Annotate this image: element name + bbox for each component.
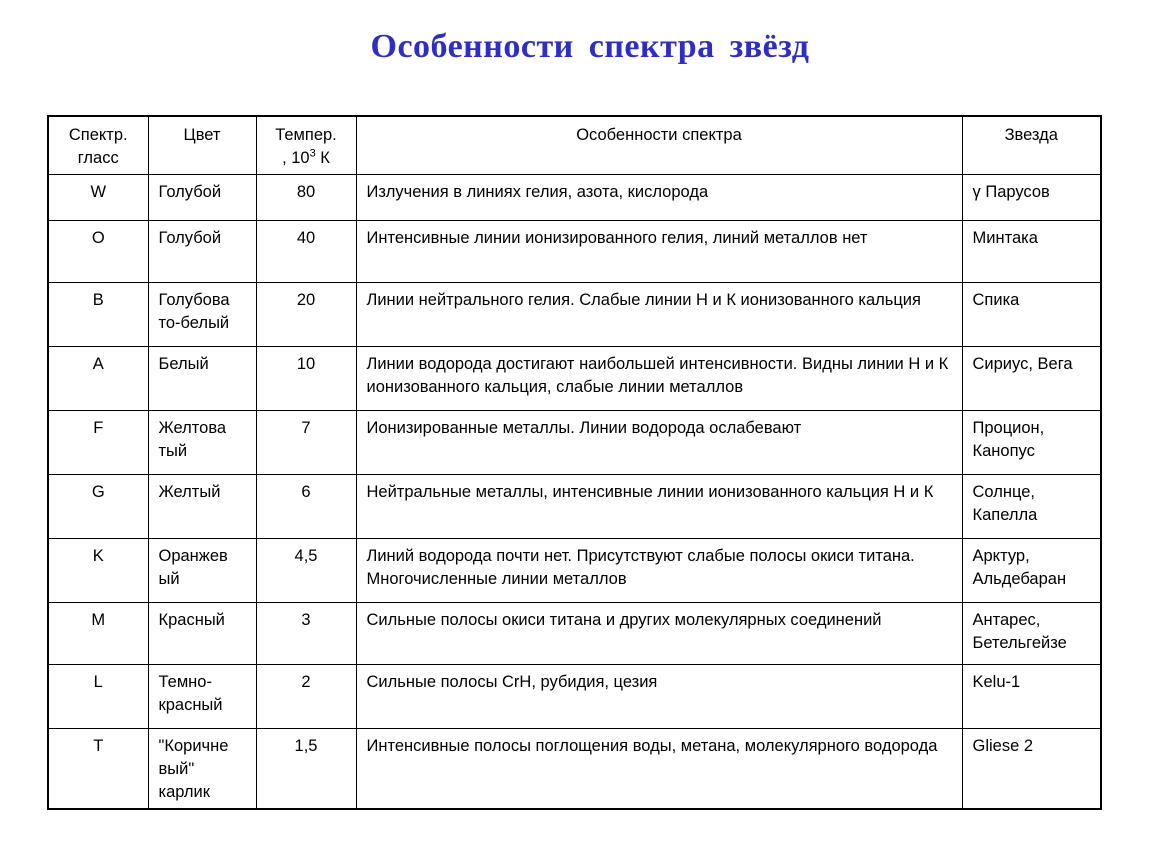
table-row	[48, 411, 1101, 475]
cell-class: M	[48, 603, 148, 665]
cell-temperature: 2	[256, 665, 356, 729]
cell-features: Линии нейтрального гелия. Слабые линии Н и К ионизованного кальция	[356, 283, 962, 347]
cell-features: Интенсивные линии ионизированного гелия, линий металлов нет	[356, 221, 962, 283]
cell-star: Солнце, Капелла	[962, 475, 1101, 539]
table-row	[48, 283, 1101, 347]
header-color-label: Цвет	[183, 126, 221, 144]
header-class-line1: Спектр.	[68, 126, 128, 144]
cell-class: K	[48, 539, 148, 603]
cell-class: L	[48, 665, 148, 729]
cell-features: Ионизированные металлы. Линии водорода ослабевают	[356, 411, 962, 475]
header-temp-prefix: , 10	[282, 149, 310, 167]
cell-color: Желтова тый	[148, 411, 256, 475]
table-row	[48, 539, 1101, 603]
header-spectral-class	[48, 116, 148, 175]
cell-temperature: 6	[256, 475, 356, 539]
header-features-label: Особенности спектра	[576, 126, 742, 144]
table-row	[48, 175, 1101, 221]
cell-features: Сильные полосы CrH, рубидия, цезия	[356, 665, 962, 729]
cell-class: T	[48, 729, 148, 810]
header-color	[148, 116, 256, 175]
header-class-line2: гласс	[77, 149, 119, 167]
cell-class: W	[48, 175, 148, 221]
cell-color: Голубой	[148, 175, 256, 221]
cell-star: Сириус, Вега	[962, 347, 1101, 411]
cell-star: Спика	[962, 283, 1101, 347]
cell-star: Антарес, Бетельгейзе	[962, 603, 1101, 665]
cell-class: F	[48, 411, 148, 475]
cell-star: Минтака	[962, 221, 1101, 283]
cell-color: Голубой	[148, 221, 256, 283]
header-temp-line1: Темпер.	[275, 126, 337, 144]
cell-temperature: 20	[256, 283, 356, 347]
cell-temperature: 40	[256, 221, 356, 283]
cell-class: B	[48, 283, 148, 347]
cell-temperature: 80	[256, 175, 356, 221]
cell-temperature: 10	[256, 347, 356, 411]
header-features	[356, 116, 962, 175]
cell-color: Оранжев ый	[148, 539, 256, 603]
header-star-label: Звезда	[1004, 126, 1058, 144]
cell-color: Голубова то-белый	[148, 283, 256, 347]
cell-color: "Коричне вый" карлик	[148, 729, 256, 810]
cell-star: γ Парусов	[962, 175, 1101, 221]
table-row	[48, 665, 1101, 729]
table-row	[48, 729, 1101, 810]
table-row	[48, 221, 1101, 283]
cell-color: Темно-красный	[148, 665, 256, 729]
spectral-classes-table	[47, 115, 1102, 810]
cell-temperature: 1,5	[256, 729, 356, 810]
cell-star: Kelu-1	[962, 665, 1101, 729]
cell-color: Желтый	[148, 475, 256, 539]
cell-class: A	[48, 347, 148, 411]
cell-star: Процион, Канопус	[962, 411, 1101, 475]
cell-star: Арктур, Альдебаран	[962, 539, 1101, 603]
cell-temperature: 7	[256, 411, 356, 475]
table-row	[48, 347, 1101, 411]
cell-color: Красный	[148, 603, 256, 665]
cell-temperature: 4,5	[256, 539, 356, 603]
cell-features: Сильные полосы окиси титана и других молекулярных соединений	[356, 603, 962, 665]
table-header-row	[48, 116, 1101, 175]
cell-temperature: 3	[256, 603, 356, 665]
page-title: Особенности спектра звёзд	[370, 28, 810, 65]
table-row	[48, 475, 1101, 539]
cell-star: Gliese 2	[962, 729, 1101, 810]
header-temp-exponent: 3	[309, 147, 316, 160]
header-temp-suffix: К	[315, 149, 330, 167]
cell-features: Интенсивные полосы поглощения воды, метана, молекулярного водорода	[356, 729, 962, 810]
cell-class: G	[48, 475, 148, 539]
cell-features: Нейтральные металлы, интенсивные линии ионизованного кальция Н и К	[356, 475, 962, 539]
header-temperature	[256, 116, 356, 175]
header-star	[962, 116, 1101, 175]
cell-features: Излучения в линиях гелия, азота, кислорода	[356, 175, 962, 221]
table-row	[48, 603, 1101, 665]
cell-features: Линий водорода почти нет. Присутствуют слабые полосы окиси титана. Многочисленные линии металлов	[356, 539, 962, 603]
cell-color: Белый	[148, 347, 256, 411]
cell-class: O	[48, 221, 148, 283]
cell-features: Линии водорода достигают наибольшей интенсивности. Видны линии Н и К ионизованного кальция, слабые линии металлов	[356, 347, 962, 411]
